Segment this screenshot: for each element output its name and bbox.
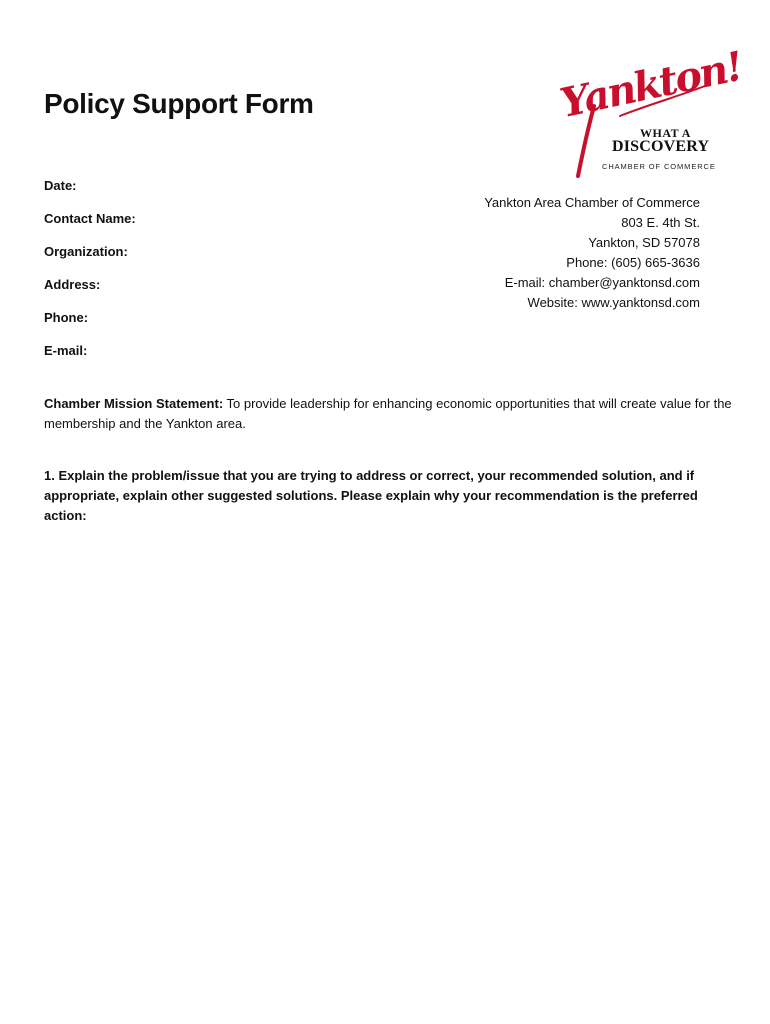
chamber-city: Yankton, SD 57078 [588, 235, 700, 250]
contact-name-label: Contact Name: [44, 211, 136, 226]
mission-text: To provide leadership for enhancing economic opportunities that will create value for the membership and the Yankton area. [44, 396, 732, 431]
yankton-chamber-logo [556, 42, 746, 186]
chamber-phone: Phone: (605) 665-3636 [566, 255, 700, 270]
chamber-name: Yankton Area Chamber of Commerce [484, 195, 700, 210]
logo-script-text: Yankton! [556, 42, 746, 127]
logo-discovery: DISCOVERY [612, 138, 710, 155]
email-label: E-mail: [44, 343, 88, 358]
chamber-email: E-mail: chamber@yanktonsd.com [504, 275, 700, 290]
page-title: Policy Support Form [44, 88, 314, 119]
address-label: Address: [44, 277, 101, 292]
logo-what-a: WHAT A [640, 126, 691, 140]
mission-statement [44, 394, 734, 434]
mission-label: Chamber Mission Statement: [44, 396, 224, 411]
logo-chamber-subtitle: CHAMBER OF COMMERCE [602, 162, 716, 171]
question-1: 1. Explain the problem/issue that you are trying to address or correct, your recommended solution, and if appropriate, explain other suggested solutions. Please explain why your recommendation is the preferred action: [44, 468, 698, 523]
phone-label: Phone: [44, 310, 89, 325]
organization-label: Organization: [44, 244, 128, 259]
chamber-street: 803 E. 4th St. [621, 215, 700, 230]
chamber-contact-block [484, 193, 700, 313]
date-label: Date: [44, 178, 77, 193]
chamber-website: Website: www.yanktonsd.com [527, 295, 700, 310]
